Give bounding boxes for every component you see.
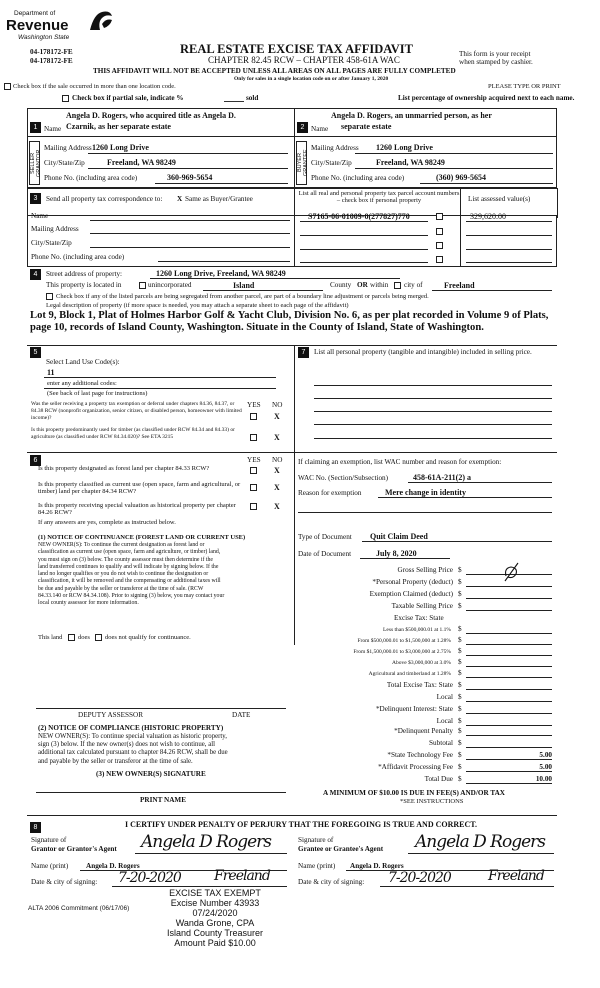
dollar: $ bbox=[458, 775, 462, 783]
seller-grantor-label: SELLER GRANTOR bbox=[29, 141, 40, 185]
city-of-label: city of bbox=[404, 281, 423, 289]
s6-q2-yes[interactable] bbox=[250, 484, 257, 491]
excise-state-label: Excise Tax: State bbox=[394, 614, 444, 622]
grantor-name-label: Name (print) bbox=[31, 862, 69, 870]
s5-q1-no[interactable]: X bbox=[274, 412, 280, 421]
segregate-label: Check box if any of the listed parcels are being segregated from another parcel, are part of a boundary line adjustment or parcels being merged. bbox=[56, 293, 429, 300]
form-code: ALTA 2006 Commitment (06/17/06) bbox=[28, 905, 130, 912]
total-state-label: Total Excise Tax: State bbox=[386, 681, 453, 689]
notice1-line: 84.33.140 or RCW 84.34.108). Prior to signing (3) below, you may contact your bbox=[38, 593, 225, 600]
dollar: $ bbox=[458, 681, 462, 689]
s6-q2-no[interactable]: X bbox=[274, 483, 280, 492]
tier3-label: From $1,500,000.01 to $3,000,000 at 2.75% bbox=[353, 649, 451, 655]
stamp-line: 07/24/2020 bbox=[192, 908, 238, 918]
legal-description: Lot 9, Block 1, Plat of Holmes Harbor Golf & Yacht Club, Division No. 6, as per plat recorded in Volume 9 of Plats, page 10, records of Island County, Washington. Situate in the County of Island, State of Washington. bbox=[30, 310, 549, 333]
grantor-date: 7-20-2020 bbox=[118, 870, 181, 886]
multi-location-label: Check box if the sale occurred in more than one location code. bbox=[13, 83, 176, 90]
land-use-label: Select Land Use Code(s): bbox=[46, 358, 120, 366]
grantee-sig-label2: Grantee or Grantee's Agent bbox=[298, 845, 384, 853]
grantee-date-label: Date & city of signing: bbox=[298, 878, 365, 886]
fee-calculation bbox=[298, 727, 554, 787]
grantor-sig-label2: Grantor or Grantor's Agent bbox=[31, 845, 117, 853]
penalty-label: *Delinquent Penalty bbox=[394, 727, 453, 735]
section-8-number: 8 bbox=[30, 822, 41, 833]
s6-q2: Is this property classified as current use (open space, farm and agricultural, or timber) land per chapter 84.34 RCW? bbox=[38, 481, 241, 495]
partial-sale-label: Check box if partial sale, indicate % bbox=[72, 94, 184, 102]
revenue-emblem-icon bbox=[88, 10, 114, 32]
print-name-label: PRINT NAME bbox=[140, 796, 186, 804]
section-2-number: 2 bbox=[297, 122, 308, 133]
deputy-date-label: DATE bbox=[232, 711, 251, 719]
parcel-header: List all real and personal property tax parcel account numbers – check box if personal property bbox=[298, 190, 460, 204]
grantee-signature: Angela D Rogers bbox=[415, 832, 546, 852]
wac-label: WAC No. (Section/Subsection) bbox=[298, 474, 389, 482]
tier5-label: Agricultural and timberland at 1.28% bbox=[368, 671, 451, 677]
logo-line2: Revenue bbox=[6, 17, 69, 34]
buyer-grantee-label: BUYER GRANTEE bbox=[296, 141, 307, 185]
ownership-note: List percentage of ownership acquired next to each name. bbox=[398, 94, 575, 102]
parcel-personal-checkbox-2[interactable] bbox=[436, 228, 443, 235]
grantee-sig-label1: Signature of bbox=[298, 836, 334, 844]
county-value: Island bbox=[233, 281, 255, 290]
dollar: $ bbox=[458, 693, 462, 701]
partial-sold-label: sold bbox=[246, 94, 259, 102]
form-id-2: 04-178172-FE bbox=[30, 57, 73, 65]
page-title: REAL ESTATE EXCISE TAX AFFIDAVIT bbox=[180, 42, 413, 56]
partial-percent-field[interactable] bbox=[224, 101, 244, 102]
dollar: $ bbox=[458, 590, 462, 598]
reason-value: Mere change in identity bbox=[385, 488, 466, 497]
s5-q1-yes[interactable] bbox=[250, 413, 257, 420]
buyer-name-label: Name bbox=[311, 125, 329, 133]
certify-text: I CERTIFY UNDER PENALTY OF PERJURY THAT THE FOREGOING IS TRUE AND CORRECT. bbox=[125, 820, 478, 829]
section-1-number: 1 bbox=[30, 122, 41, 133]
unincorporated-label: unincorporated bbox=[148, 281, 192, 289]
land-use-code: 11 bbox=[47, 368, 55, 377]
tier2-label: From $500,000.01 to $1,500,000 at 1.28% bbox=[357, 638, 451, 644]
taxable-label: Taxable Selling Price bbox=[391, 602, 453, 610]
seller-phone-label: Phone No. (including area code) bbox=[44, 174, 138, 182]
grantee-name: Angela D. Rogers bbox=[350, 862, 404, 870]
within-city-checkbox[interactable] bbox=[394, 282, 401, 289]
partial-sale-checkbox[interactable] bbox=[62, 95, 69, 102]
buyer-name-line1: Angela D. Rogers, an unmarried person, as her bbox=[331, 111, 492, 120]
grantee-date: 7-20-2020 bbox=[388, 870, 451, 886]
notice2-line: additional tax calculated pursuant to chapter 84.26 RCW, shall be due bbox=[38, 749, 228, 757]
seller-name-line1: Angela D. Rogers, who acquired title as Angela D. bbox=[66, 111, 236, 120]
receipt-note-2: when stamped by cashier. bbox=[459, 58, 533, 66]
corr-city-label: City/State/Zip bbox=[31, 239, 72, 247]
section-5-number: 5 bbox=[30, 347, 41, 358]
stamp-line: EXCISE TAX EXEMPT bbox=[169, 888, 261, 898]
dollar: $ bbox=[458, 658, 462, 666]
seller-city: Freeland, WA 98249 bbox=[107, 158, 176, 167]
notice2-line: NEW OWNER(S): To continue special valuation as historic property, bbox=[38, 733, 227, 740]
doc-date-label: Date of Document bbox=[298, 550, 352, 558]
tier4-label: Above $3,000,000 at 3.0% bbox=[392, 660, 451, 666]
parcel-personal-checkbox-3[interactable] bbox=[436, 242, 443, 249]
buyer-name-line2: separate estate bbox=[341, 122, 392, 131]
personal-deduct-label: *Personal Property (deduct) bbox=[372, 578, 453, 586]
dollar: $ bbox=[458, 763, 462, 771]
grantor-signature: Angela D Rogers bbox=[141, 832, 272, 852]
personal-property-label: List all personal property (tangible and intangible) included in selling price. bbox=[314, 348, 532, 356]
s5-yes-header: YES bbox=[247, 401, 261, 409]
subtotal-label: Subtotal bbox=[429, 739, 453, 747]
notice2-line: and payable by the seller or transferor at the time of sale. bbox=[38, 757, 193, 765]
revenue-logo bbox=[4, 10, 124, 44]
seller-name-line2: Czarnik, as her separate estate bbox=[66, 122, 171, 131]
additional-codes-label: enter any additional codes: bbox=[47, 380, 117, 387]
land-does-not-checkbox[interactable] bbox=[95, 634, 102, 641]
located-label: This property is located in bbox=[46, 281, 122, 289]
dollar: $ bbox=[458, 669, 462, 677]
tax-calculation bbox=[298, 562, 554, 727]
dollar: $ bbox=[458, 602, 462, 610]
land-does-checkbox[interactable] bbox=[68, 634, 75, 641]
s6-q1-yes[interactable] bbox=[250, 467, 257, 474]
new-owner-signature-label: (3) NEW OWNER(S) SIGNATURE bbox=[96, 770, 206, 778]
s5-no-header: NO bbox=[272, 401, 283, 409]
county-label: County bbox=[330, 281, 352, 289]
dollar: $ bbox=[458, 636, 462, 644]
grantee-city: Freeland bbox=[488, 868, 544, 884]
section-4-number: 4 bbox=[30, 269, 41, 280]
assessed-header: List assessed value(s) bbox=[468, 195, 531, 203]
excise-stamp bbox=[150, 888, 280, 948]
s5-q1: Was the seller receiving a property tax exemption or deferral under chapters 84.36, 84.37, or 84.38 RCW (nonprofit organization, senior citizen, or disabled person, homeowner with limited income)? bbox=[31, 401, 242, 421]
total-due-label: Total Due bbox=[424, 775, 453, 783]
grantor-sig-label1: Signature of bbox=[31, 836, 67, 844]
delinq-state-label: *Delinquent Interest: State bbox=[375, 705, 453, 713]
sale-note: Only for sales in a single location code on or after January 1, 2020 bbox=[234, 76, 389, 82]
notice1-line: land no longer qualifies or you do not wish to continue the designation or bbox=[38, 571, 209, 578]
section-7-number: 7 bbox=[298, 347, 309, 358]
parcel-personal-checkbox-4[interactable] bbox=[436, 256, 443, 263]
notice2-title: (2) NOTICE OF COMPLIANCE (HISTORIC PROPERTY) bbox=[38, 724, 224, 732]
gross-label: Gross Selling Price bbox=[397, 566, 453, 574]
section-6-number: 6 bbox=[30, 455, 41, 466]
within-label: within bbox=[370, 281, 389, 289]
multi-location-checkbox[interactable] bbox=[4, 83, 11, 90]
does-label: does bbox=[78, 634, 90, 641]
unincorporated-checkbox[interactable] bbox=[139, 282, 146, 289]
dollar: $ bbox=[458, 739, 462, 747]
total-due-value: 10.00 bbox=[535, 775, 552, 783]
s6-q3-yes[interactable] bbox=[250, 503, 257, 510]
or-label: OR bbox=[357, 281, 368, 289]
seller-name-label: Name bbox=[44, 125, 62, 133]
seller-city-label: City/State/Zip bbox=[44, 159, 85, 167]
dollar: $ bbox=[458, 705, 462, 713]
dollar: $ bbox=[458, 578, 462, 586]
assessed-value: 329,620.00 bbox=[470, 212, 506, 221]
parcel-number: S7165-06-01009-0(277827)770 bbox=[308, 212, 410, 221]
dollar: $ bbox=[458, 717, 462, 725]
grantor-date-label: Date & city of signing: bbox=[31, 878, 98, 886]
tech-fee-value: 5.00 bbox=[539, 751, 552, 759]
s6-q3: Is this property receiving special valuation as historical property per chapter 84.26 RCW? bbox=[38, 502, 236, 516]
buyer-city-label: City/State/Zip bbox=[311, 159, 352, 167]
stamp-line: Wanda Grone, CPA bbox=[175, 918, 255, 928]
dollar: $ bbox=[458, 566, 462, 574]
tier1-label: Less than $500,000.01 at 1.1% bbox=[383, 627, 451, 633]
street-address: 1260 Long Drive, Freeland, WA 98249 bbox=[156, 269, 286, 278]
reason-label: Reason for exemption bbox=[298, 489, 362, 497]
notice1-line: classification as current use (open space, farm and agriculture, or timber) land, bbox=[38, 549, 221, 556]
s6-yes-header: YES bbox=[247, 456, 261, 464]
dollar: $ bbox=[458, 647, 462, 655]
grantee-name-label: Name (print) bbox=[298, 862, 336, 870]
notice1-title: (1) NOTICE OF CONTINUANCE (FOREST LAND OR CURRENT USE) bbox=[38, 534, 246, 541]
see-instructions: *SEE INSTRUCTIONS bbox=[400, 798, 464, 805]
stamp-line: Amount Paid $10.00 bbox=[174, 938, 256, 948]
corr-phone-label: Phone No. (including area code) bbox=[31, 253, 125, 261]
notice1-line: you must sign on (3) below. The county assessor must then determine if the bbox=[38, 556, 214, 563]
strike-mark-icon bbox=[502, 562, 522, 582]
proc-fee-label: *Affidavit Processing Fee bbox=[378, 763, 453, 771]
notice1-body bbox=[38, 542, 224, 608]
segregate-checkbox[interactable] bbox=[46, 293, 53, 300]
see-back-label: (See back of last page for instructions) bbox=[47, 390, 148, 397]
notice2-body bbox=[38, 733, 228, 766]
print-note: PLEASE TYPE OR PRINT bbox=[488, 83, 561, 90]
s5-q2: Is this property predominantly used for timber (as classified under RCW 84.34 and 84.33) or agriculture (as classified under RCW 84.34.020)? See ETA 3215 bbox=[31, 427, 235, 440]
city-value: Freeland bbox=[444, 281, 475, 290]
grantor-name: Angela D. Rogers bbox=[86, 862, 140, 870]
wac-value: 458-61A-211(2) a bbox=[413, 473, 471, 482]
s6-q3-no[interactable]: X bbox=[274, 502, 280, 511]
street-label: Street address of property: bbox=[46, 270, 123, 278]
s6-q1: Is this property designated as forest land per chapter 84.33 RCW? bbox=[38, 465, 210, 472]
parcel-personal-checkbox-1[interactable] bbox=[436, 213, 443, 220]
dollar: $ bbox=[458, 727, 462, 735]
buyer-city: Freeland, WA 98249 bbox=[376, 158, 445, 167]
buyer-mailing: 1260 Long Drive bbox=[376, 143, 433, 152]
delinq-local-label: Local bbox=[436, 717, 453, 725]
dollar: $ bbox=[458, 625, 462, 633]
seller-phone: 360-969-5654 bbox=[167, 173, 213, 182]
seller-mailing-label: Mailing Address bbox=[44, 144, 92, 152]
notice1-line: be due and payable by the seller or transferor at the time of sale. (RCW bbox=[38, 585, 204, 592]
seller-mailing: 1260 Long Drive bbox=[92, 143, 149, 152]
correspondence-label: Send all property tax correspondence to: bbox=[46, 195, 163, 203]
notice2-line: sign (3) below. If the new owner(s) does not wish to continue, all bbox=[38, 741, 215, 749]
notice1-line: local county assessor for more information. bbox=[38, 600, 139, 607]
corr-mailing-label: Mailing Address bbox=[31, 225, 79, 233]
tech-fee-label: *State Technology Fee bbox=[387, 751, 453, 759]
receipt-note-1: This form is your receipt bbox=[459, 50, 531, 58]
notice1-line: classification, it will be removed and the compensating or additional taxes will bbox=[38, 578, 221, 585]
notice1-line: land transferred continues to qualify and will indicate by signing below. If the bbox=[38, 563, 219, 570]
exemption-deduct-label: Exemption Claimed (deduct) bbox=[369, 590, 453, 598]
grantor-city: Freeland bbox=[214, 868, 270, 884]
proc-fee-value: 5.00 bbox=[539, 763, 552, 771]
buyer-mailing-label: Mailing Address bbox=[311, 144, 359, 152]
doc-date-value: July 8, 2020 bbox=[376, 549, 417, 558]
stamp-line: Island County Treasurer bbox=[166, 928, 264, 938]
does-not-label: does not qualify for continuance. bbox=[105, 634, 191, 641]
this-land-label: This land bbox=[38, 634, 63, 641]
corr-name-label: Name bbox=[31, 212, 49, 220]
s5-q2-yes[interactable] bbox=[250, 434, 257, 441]
same-as-mark: X bbox=[177, 195, 183, 203]
section-3-number: 3 bbox=[30, 193, 41, 204]
doc-type-label: Type of Document bbox=[298, 533, 352, 541]
buyer-phone-label: Phone No. (including area code) bbox=[311, 174, 405, 182]
s6-q1-no[interactable]: X bbox=[274, 466, 280, 475]
logo-line1: Department of bbox=[14, 10, 56, 17]
if-yes-label: If any answers are yes, complete as instructed below. bbox=[38, 519, 176, 526]
dollar: $ bbox=[458, 751, 462, 759]
s6-no-header: NO bbox=[272, 456, 283, 464]
doc-type-value: Quit Claim Deed bbox=[370, 532, 428, 541]
s5-q2-no[interactable]: X bbox=[274, 433, 280, 442]
buyer-phone: (360) 969-5654 bbox=[436, 173, 486, 182]
legal-label: Legal description of property (if more space is needed, you may attach a separate sheet to each page of the affidavit) bbox=[46, 302, 349, 309]
stamp-line: Excise Number 43933 bbox=[170, 898, 260, 908]
page-subtitle: CHAPTER 82.45 RCW – CHAPTER 458-61A WAC bbox=[208, 55, 400, 65]
logo-line3: Washington State bbox=[18, 34, 70, 41]
minimum-note: A MINIMUM OF $10.00 IS DUE IN FEE(S) AND/OR TAX bbox=[323, 789, 505, 797]
same-as-label: Same as Buyer/Grantee bbox=[185, 195, 253, 203]
form-id-1: 04-178172-FE bbox=[30, 48, 73, 56]
deputy-assessor-label: DEPUTY ASSESSOR bbox=[78, 711, 144, 719]
warning-text: THIS AFFIDAVIT WILL NOT BE ACCEPTED UNLESS ALL AREAS ON ALL PAGES ARE FULLY COMPLETED bbox=[93, 67, 456, 75]
exemption-claim-label: If claiming an exemption, list WAC number and reason for exemption: bbox=[298, 458, 502, 466]
notice1-line: NEW OWNER(S): To continue the current designation as forest land or bbox=[38, 542, 205, 548]
local-label: Local bbox=[436, 693, 453, 701]
